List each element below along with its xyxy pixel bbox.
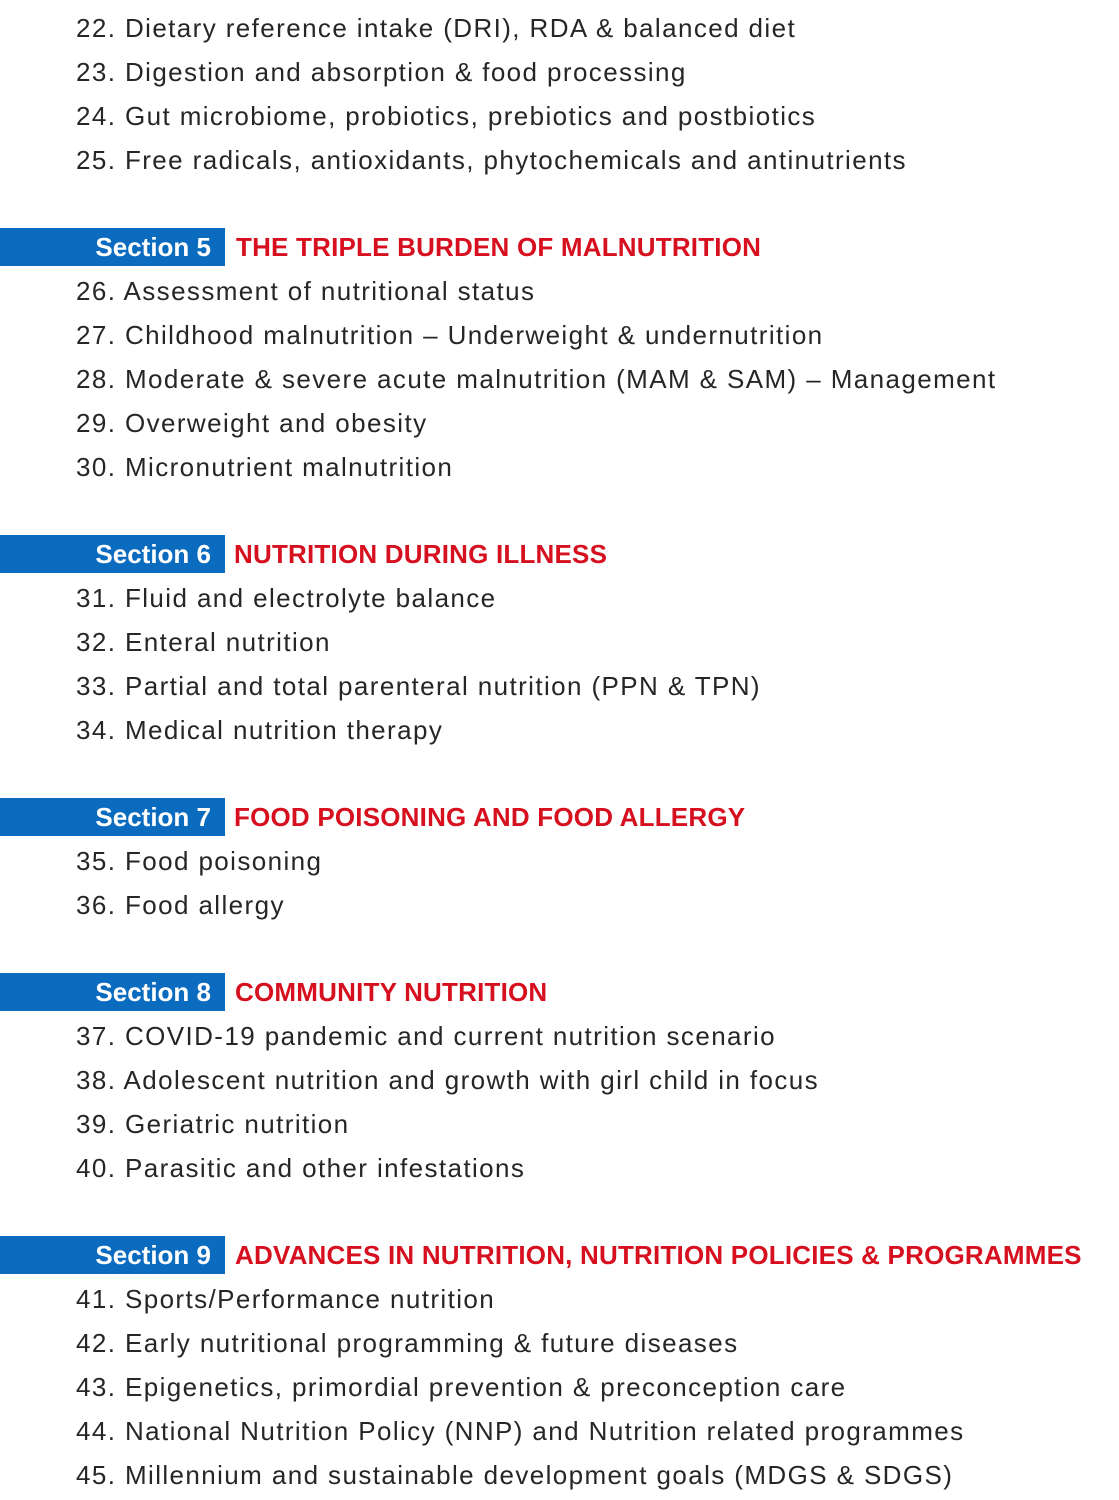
section-banner-7: Section 7 [0,798,225,836]
list-item: 36. Food allergy [76,890,285,920]
list-item: 25. Free radicals, antioxidants, phytochemicals and antinutrients [76,145,907,175]
list-item: 37. COVID-19 pandemic and current nutrition scenario [76,1021,777,1051]
list-item: 32. Enteral nutrition [76,627,331,657]
section-banner-8: Section 8 [0,973,225,1011]
section-banner-6: Section 6 [0,535,225,573]
section-title-5: THE TRIPLE BURDEN OF MALNUTRITION [236,232,762,262]
list-item: 34. Medical nutrition therapy [76,715,444,745]
list-item: 40. Parasitic and other infestations [76,1153,526,1183]
list-item: 24. Gut microbiome, probiotics, prebiotics and postbiotics [76,101,817,131]
section-title-7: FOOD POISONING AND FOOD ALLERGY [234,802,746,832]
list-item: 33. Partial and total parenteral nutrition (PPN & TPN) [76,671,761,701]
list-item: 30. Micronutrient malnutrition [76,452,454,482]
list-item: 44. National Nutrition Policy (NNP) and Nutrition related programmes [76,1416,965,1446]
list-item: 42. Early nutritional programming & future diseases [76,1328,739,1358]
list-item: 38. Adolescent nutrition and growth with girl child in focus [76,1065,820,1095]
list-item: 31. Fluid and electrolyte balance [76,583,497,613]
list-item: 28. Moderate & severe acute malnutrition (MAM & SAM) – Management [76,364,997,394]
section-banner-5: Section 5 [0,228,225,266]
list-item: 26. Assessment of nutritional status [76,276,536,306]
list-item: 27. Childhood malnutrition – Underweight & undernutrition [76,320,824,350]
section-banner-9: Section 9 [0,1236,225,1274]
list-item: 23. Digestion and absorption & food processing [76,57,687,87]
list-item: 29. Overweight and obesity [76,408,428,438]
section-title-6: NUTRITION DURING ILLNESS [234,539,608,569]
list-item: 43. Epigenetics, primordial prevention & preconception care [76,1372,847,1402]
list-item: 39. Geriatric nutrition [76,1109,350,1139]
list-item: 35. Food poisoning [76,846,323,876]
section-title-9: ADVANCES IN NUTRITION, NUTRITION POLICIES & PROGRAMMES [235,1240,1082,1270]
section-title-8: COMMUNITY NUTRITION [235,977,548,1007]
list-item: 22. Dietary reference intake (DRI), RDA & balanced diet [76,13,797,43]
list-item: 41. Sports/Performance nutrition [76,1284,496,1314]
list-item: 45. Millennium and sustainable development goals (MDGS & SDGS) [76,1460,954,1490]
